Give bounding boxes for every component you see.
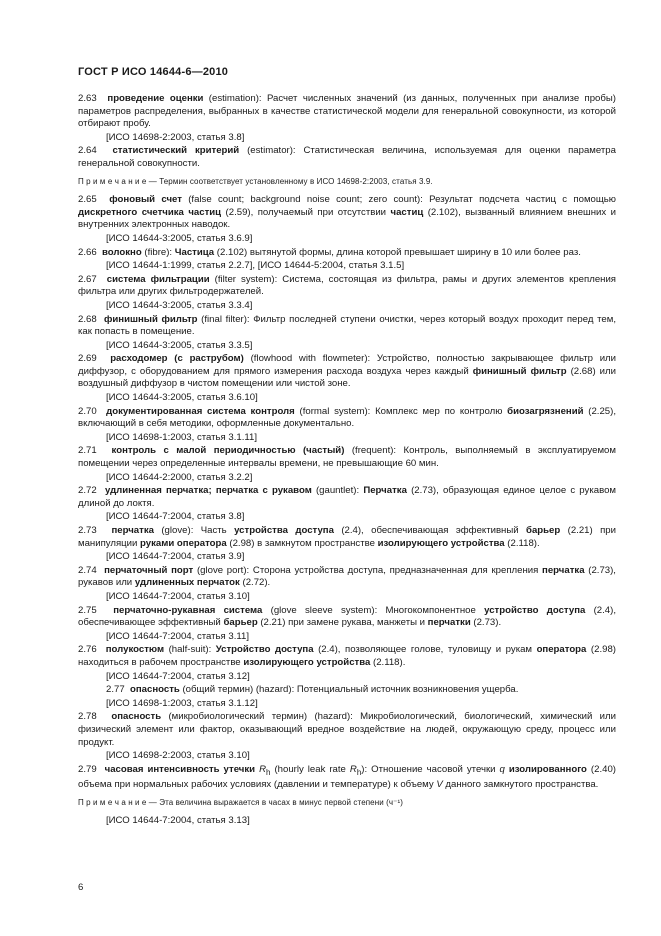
term-reference: [ИСО 14644-7:2004, статья 3.13] xyxy=(106,815,250,827)
term-reference: [ИСО 14644-3:2005, статья 3.3.5] xyxy=(106,339,253,351)
term-reference: [ИСО 14644-7:2004, статья 3.8] xyxy=(106,511,245,523)
term-definition: 2.63 проведение оценки (estimation): Расчет численных значений (из данных, полученных при анализе пробы) параметров распределения, выбранных в качестве статистической модели для генеральной совокупности, из которой отбирают пробу. xyxy=(78,93,616,130)
term-reference: [ИСО 14644-3:2005, статья 3.6.10] xyxy=(106,392,258,404)
page-number: 6 xyxy=(78,882,84,893)
term-definition: 2.71 контроль с малой периодичностью (частый) (frequent): Контроль, выполняемый в эксплуатируемом помещении через определенные интервалы времени, не превышающие 60 мин. xyxy=(78,445,616,470)
term-reference: [ИСО 14644-3:2005, статья 3.3.4] xyxy=(106,299,253,311)
terms-list xyxy=(78,93,616,829)
term-definition: 2.66 волокно (fibre): Частица (2.102) вытянутой формы, длина которой превышает ширину в 10 или более раз. xyxy=(78,246,581,258)
term-definition: 2.68 финишный фильтр (final filter): Фильтр последней ступени очистки, через который воздух проходит перед тем, как попасть в помещение. xyxy=(78,313,616,338)
term-definition: 2.70 документированная система контроля (formal system): Комплекс мер по контролю биозагрязнений (2.25), включающий в себя методики, оформленные документально. xyxy=(78,405,616,430)
term-reference: [ИСО 14644-7:2004, статья 3.12] xyxy=(106,670,250,682)
term-definition: 2.78 опасность (микробиологический термин) (hazard): Микробиологический, биологический, химический или физический элемент или фактор, оказывающий вредное воздействие на людей, окружающую среду, процесс или продукт. xyxy=(78,711,616,748)
term-definition: 2.79 часовая интенсивность утечки $R_h$ (hourly leak rate $R_h$): Отношение часовой утечки q изолированного (2.40) объема при нормальных рабочих условиях (давлении и температуре) к объему V данного замкнутого пространства. xyxy=(78,763,616,791)
term-definition: 2.75 перчаточно-рукавная система (glove sleeve system): Многокомпонентное устройство доступа (2.4), обеспечивающее эффективный барьер (2.21) при замене рукава, манжеты и перчатки (2.73). xyxy=(78,604,616,629)
term-reference: [ИСО 14698-1:2003, статья 3.1.11] xyxy=(106,431,258,443)
term-reference: [ИСО 14644-3:2005, статья 3.6.9] xyxy=(106,232,253,244)
document-header: ГОСТ Р ИСО 14644-6—2010 xyxy=(78,66,229,78)
term-definition: 2.65 фоновый счет (false count; background noise count; zero count): Результат подсчета частиц с помощью дискретного счетчика частиц (2.59), получаемый при отсутствии частиц (2.102), вызванный влиянием внешних и внутренних электронных наводок. xyxy=(78,194,616,231)
term-reference: [ИСО 14644-7:2004, статья 3.11] xyxy=(106,630,250,642)
term-definition: 2.76 полукостюм (half-suit): Устройство доступа (2.4), позволяющее голове, туловищу и рукам оператора (2.98) находиться в рабочем пространстве изолирующего устройства (2.118). xyxy=(78,644,616,668)
term-reference: [ИСО 14698-2:2003, статья 3.10] xyxy=(106,750,250,762)
term-reference: [ИСО 14644-7:2004, статья 3.9] xyxy=(106,551,245,563)
term-definition: 2.67 система фильтрации (filter system): Система, состоящая из фильтра, рамы и других элементов крепления фильтра или других фильтродержателей. xyxy=(78,273,617,298)
term-reference: [ИСО 14644-1:1999, статья 2.2.7], [ИСО 14644-5:2004, статья 3.1.5] xyxy=(106,260,405,272)
term-note: П р и м е ч а н и е — Термин соответствует установленному в ИСО 14698-2:2003, статья 3.9. xyxy=(78,176,433,186)
term-definition: 2.72 удлиненная перчатка; перчатка с рукавом (gauntlet): Перчатка (2.73), образующая единое целое с рукавом длиной до локтя. xyxy=(78,485,616,509)
term-reference: [ИСО 14644-7:2004, статья 3.10] xyxy=(106,590,250,602)
term-definition: 2.74 перчаточный порт (glove port): Сторона устройства доступа, предназначенная для крепления перчатка (2.73), рукавов или удлиненных перчаток (2.72). xyxy=(78,564,616,589)
term-definition: 2.64 статистический критерий (estimator): Статистическая величина, используемая для оценки параметра генеральной совокупности. xyxy=(78,145,616,169)
term-definition: 2.73 перчатка (glove): Часть устройства доступа (2.4), обеспечивающая эффективный барьер (2.21) при манипуляции руками оператора (2.98) в замкнутом пространстве изолирующего устройства (2.118). xyxy=(78,525,616,549)
term-note: П р и м е ч а н и е — Эта величина выражается в часах в минус первой степени (ч⁻¹) xyxy=(78,797,404,807)
term-reference: [ИСО 14698-2:2003, статья 3.8] xyxy=(106,131,245,143)
term-reference: [ИСО 14698-1:2003, статья 3.1.12] xyxy=(106,697,258,709)
term-reference: [ИСО 14644-2:2000, статья 3.2.2] xyxy=(106,471,253,483)
term-definition: 2.77 опасность (общий термин) (hazard): Потенциальный источник возникновения ущерба. xyxy=(106,684,519,696)
term-definition: 2.69 расходомер (с раструбом) (flowhood with flowmeter): Устройство, полностью закрывающее фильтр или диффузор, с оборудованием для прямого измерения расхода воздуха через каждый финишный фильтр (2.68) или воздушный диффузор в чистом помещении или чистой зоне. xyxy=(78,353,617,390)
